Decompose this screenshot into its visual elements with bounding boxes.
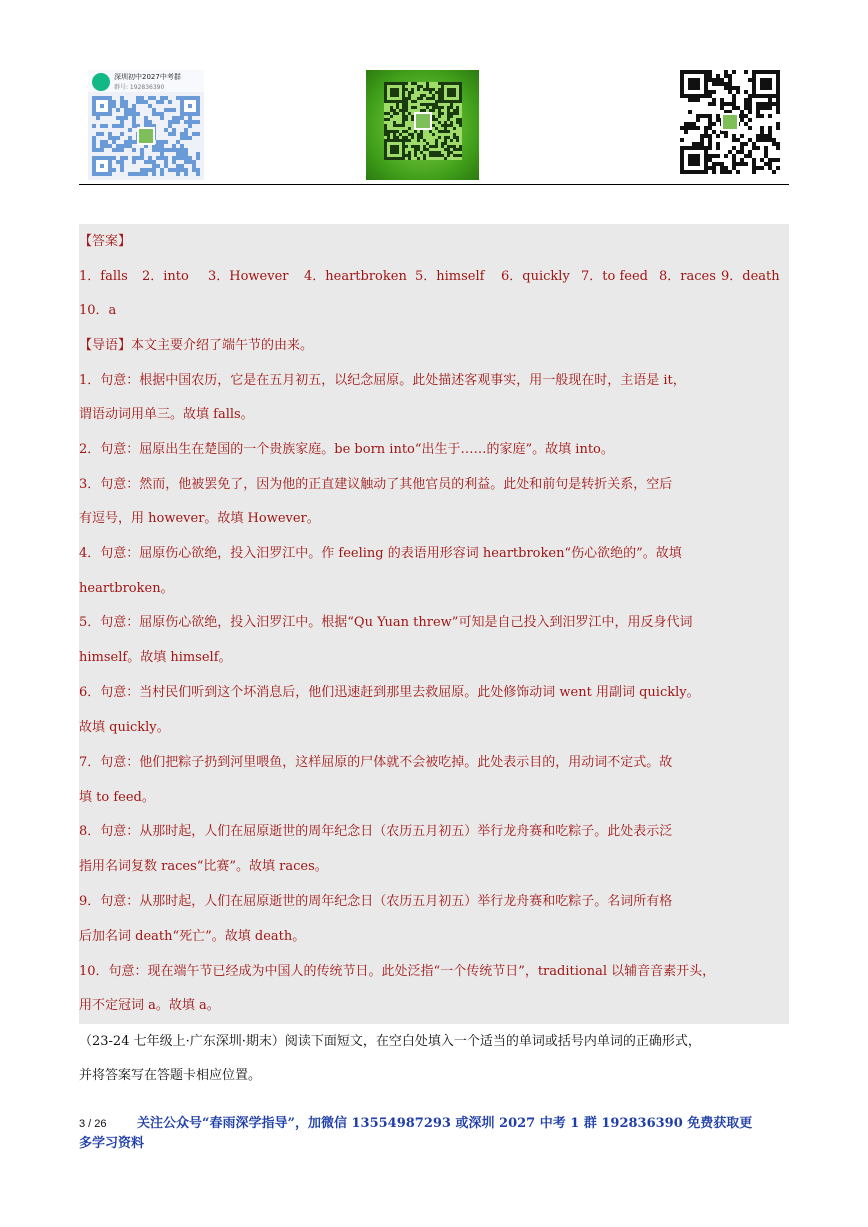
footer-promo-cont: 多学习资料 xyxy=(79,1136,145,1151)
answer-list xyxy=(79,268,780,286)
qr-code-icon xyxy=(680,70,780,174)
footer-promo: 关注公众号“春雨深学指导”，加微信 13554987293 或深圳 2027 中考 1 群 192836390 免费获取更 xyxy=(137,1116,753,1131)
group-qr-code xyxy=(88,70,204,180)
explanation-line: himself。故填 himself。 xyxy=(79,650,232,665)
explanation-line: 后加名词 death“死亡”。故填 death。 xyxy=(79,929,306,944)
answer-item: 4．heartbroken xyxy=(304,269,407,284)
qr-code-icon xyxy=(92,96,200,176)
account-qr-code xyxy=(680,70,780,174)
explanation-line: 谓语动词用单三。故填 falls。 xyxy=(79,407,254,422)
qr-group-name: 深圳初中2027中考群 xyxy=(114,73,181,81)
explanation-line: 10．句意：现在端午节已经成为中国人的传统节日。此处泛指“一个传统节日”，traditional 以辅音音素开头， xyxy=(79,964,716,979)
explanation-line: 4．句意：屈原伤心欲绝，投入汨罗江中。作 feeling 的表语用形容词 heartbroken“伤心欲绝的”。故填 xyxy=(79,546,682,561)
answer-heading: 【答案】 xyxy=(79,234,132,249)
answer-item: 8．races xyxy=(659,269,716,284)
explanation-line: 6．句意：当村民们听到这个坏消息后，他们迅速赶到那里去救屈原。此处修饰动词 went 用副词 quickly。 xyxy=(79,685,700,700)
explanation-line: 3．句意：然而，他被罢免了，因为他的正直建议触动了其他官员的利益。此处和前句是转折关系，空后 xyxy=(79,477,673,492)
question-intro: 并将答案写在答题卡相应位置。 xyxy=(79,1068,262,1083)
answer-item: 3．However xyxy=(208,269,289,284)
header-divider xyxy=(79,184,789,185)
group-logo-icon xyxy=(92,73,110,91)
explanation-line: 指用名词复数 races“比赛”。故填 races。 xyxy=(79,859,328,874)
answer-item: 10．a xyxy=(79,303,117,318)
explanation-line: 5．句意：屈原伤心欲绝，投入汨罗江中。根据“Qu Yuan threw”可知是自己投入到汨罗江中，用反身代词 xyxy=(79,615,693,630)
page-number: 3 / 26 xyxy=(79,1118,107,1130)
explanation-line: 2．句意：屈原出生在楚国的一个贵族家庭。be born into“出生于……的家庭”。故填 into。 xyxy=(79,442,614,457)
answer-item: 2．into xyxy=(142,269,189,284)
question-intro: （23-24 七年级上·广东深圳·期末）阅读下面短文，在空白处填入一个适当的单词或括号内单词的正确形式， xyxy=(79,1034,701,1049)
explanation-line: 有逗号，用 however。故填 However。 xyxy=(79,511,320,526)
explanation-line: heartbroken。 xyxy=(79,581,174,596)
explanation-line: 7．句意：他们把粽子扔到河里喂鱼，这样屈原的尸体就不会被吃掉。此处表示目的，用动词不定式。故 xyxy=(79,755,673,770)
explanation-line: 故填 quickly。 xyxy=(79,720,170,735)
explanation-line: 用不定冠词 a。故填 a。 xyxy=(79,998,220,1013)
explanation-line: 9．句意：从那时起，人们在屈原逝世的周年纪念日（农历五月初五）举行龙舟赛和吃粽子。名词所有格 xyxy=(79,894,673,909)
qr-group-id: 群号: 192836390 xyxy=(114,84,165,91)
answer-item: 1．falls xyxy=(79,269,128,284)
answer-item: 7．to feed xyxy=(581,269,648,284)
explanation-line: 8．句意：从那时起，人们在屈原逝世的周年纪念日（农历五月初五）举行龙舟赛和吃粽子。此处表示泛 xyxy=(79,824,673,839)
wechat-qr-code xyxy=(366,70,479,180)
answer-item: 6．quickly xyxy=(501,269,570,284)
qr-code-icon xyxy=(384,82,462,160)
answer-intro: 【导语】本文主要介绍了端午节的由来。 xyxy=(79,338,314,353)
answer-item: 9．death xyxy=(721,269,780,284)
qr-header xyxy=(88,70,204,92)
explanation-line: 填 to feed。 xyxy=(79,790,155,805)
explanation-line: 1．句意：根据中国农历，它是在五月初五，以纪念屈原。此处描述客观事实，用一般现在时，主语是 it， xyxy=(79,373,686,388)
answer-item: 5．himself xyxy=(415,269,485,284)
